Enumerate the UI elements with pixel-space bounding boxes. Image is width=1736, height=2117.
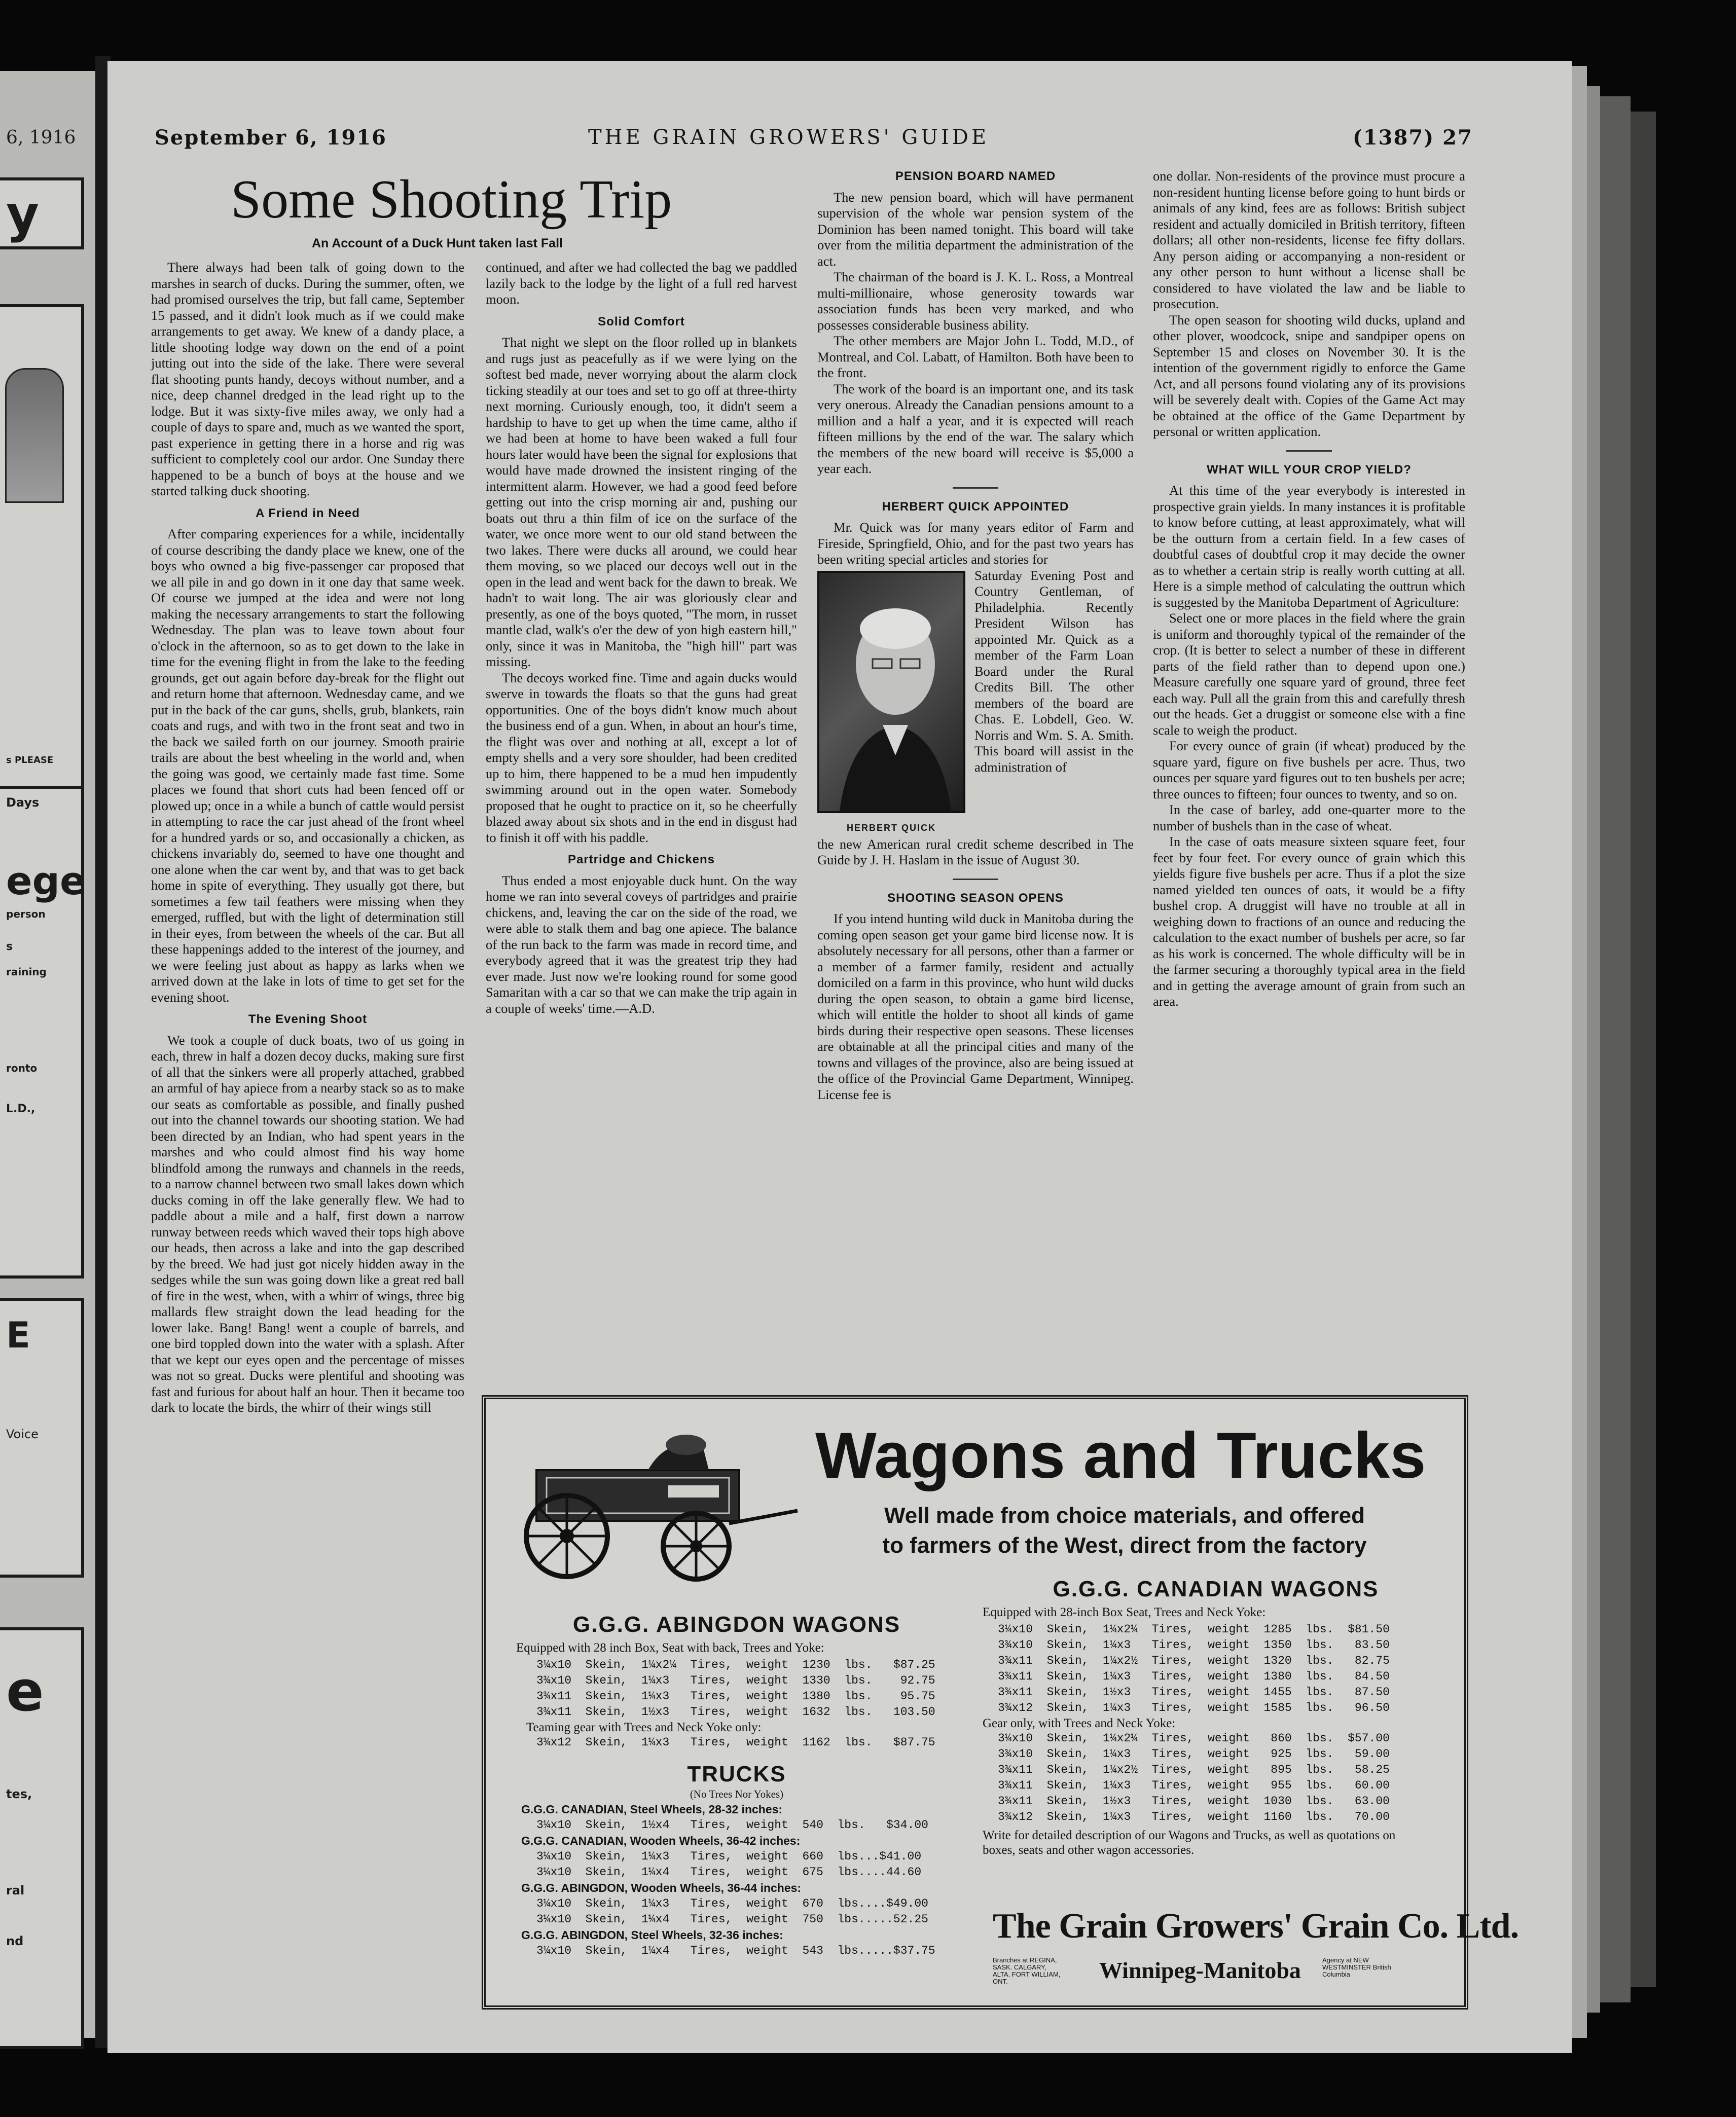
price-row: 3¼x10 Skein, 1¼x2¼ Tires, weight 1285 lbs. $81.50 bbox=[998, 1623, 1390, 1636]
left-page-fragment: nd bbox=[6, 1934, 24, 1948]
page-edge bbox=[1587, 86, 1600, 2013]
left-page-ad-box bbox=[0, 304, 84, 797]
truck-heading: G.G.G. CANADIAN, Wooden Wheels, 36-42 inches: bbox=[521, 1834, 801, 1847]
price-row: 3¼x10 Skein, 1¼x4 Tires, weight 543 lbs.....$37.75 bbox=[536, 1944, 935, 1957]
left-page-fragment: ege bbox=[6, 858, 86, 903]
left-page-ad-box bbox=[0, 1627, 84, 2049]
paragraph: Thus ended a most enjoyable duck hunt. On the way home we ran into several coveys of partridges and prairie chickens, and, leaving the car on the side of the road, we were able to stalk them and bag one apiece. The balance of the run back to the farm was made in record time, and everybody agreed that it was the greatest trip they had ever made. Just now we're looking round for some good Samaritan with a car so that we can make the trip again in a couple of weeks' time.—A.D. bbox=[486, 872, 797, 1016]
company-city: Winnipeg-Manitoba bbox=[1099, 1957, 1301, 1983]
price-row: 3¼x10 Skein, 1¼x2¼ Tires, weight 860 lbs. $57.00 bbox=[998, 1732, 1390, 1745]
page-date: September 6, 1916 bbox=[155, 126, 387, 150]
ad-tagline bbox=[820, 1501, 1429, 1561]
ad-tagline-line: Well made from choice materials, and offered bbox=[884, 1503, 1365, 1528]
paragraph: Mr. Quick was for many years editor of Farm and Fireside, Springfield, Ohio, and for the past two years has been writing special articles and stories for bbox=[817, 520, 1134, 567]
paragraph: That night we slept on the floor rolled up in blankets and rugs just as peacefully as if we were lying on the softest bed made, never worrying about the alarm clock ticking steadily at our toes and set to go off at three-thirty next morning. Curiously enough, too, it didn't seem a hardship to have to get up when the time came, altho if we had been at home to have been waked a full four hours later would have been the signal for explosions that would have made drowned the insistent ringing of the intermittent alarm. However, we had a good feed before getting out into the crisp morning air and, pushing our boats out thru a thin film of ice on the surface of the water, we once more went to our old stand between the two lakes. There were ducks all around, we could hear them moving, so we placed our decoys well out in the open in the lead and went back for the dawn to break. We hadn't to wait long. The air was gloriously clear and presently, as one of the boys quoted, "The morn, in russet mantle clad, walk's o'er the dew of yon high eastern hill," only, since it was in Manitoba, the "high hill" part was missing. bbox=[486, 335, 797, 669]
truck-heading: G.G.G. CANADIAN, Steel Wheels, 28-32 inches: bbox=[521, 1803, 783, 1816]
left-page-date: 6, 1916 bbox=[6, 127, 76, 148]
portrait-caption: HERBERT QUICK bbox=[846, 822, 936, 833]
portrait-image bbox=[819, 573, 963, 811]
left-page-fragment: E bbox=[6, 1315, 30, 1356]
page-edge bbox=[1600, 96, 1631, 2002]
left-page-fragment: y bbox=[6, 185, 40, 244]
section-heading: Solid Comfort bbox=[598, 314, 685, 328]
left-page-ad-box bbox=[0, 786, 84, 1279]
section-heading: The Evening Shoot bbox=[248, 1012, 368, 1026]
paragraph: The chairman of the board is J. K. L. Ross, a Montreal multi-millionaire, whose generosity towards war association funds has been very marked, and who possesses considerable business ability. bbox=[817, 269, 1134, 333]
branches: Branches at REGINA, SASK. CALGARY, ALTA. FORT WILLIAM, ONT. bbox=[993, 1956, 1061, 1985]
company-logo bbox=[993, 1906, 1519, 1992]
left-page-fragment: s bbox=[6, 940, 13, 953]
paragraph: The open season for shooting wild ducks, upland and other plover, woodcock, snipe and sandpiper opens on September 15 and closes on November 30. It is the intention of the government rigidly to enforce the Game Act, and all persons found violating any of its provisions will be severely dealt with. Copies of the Game Act may be obtained at the office of the Game Department by personal or written application. bbox=[1153, 312, 1465, 439]
price-row: 3¾x12 Skein, 1¼x3 Tires, weight 1160 lbs. 70.00 bbox=[998, 1810, 1390, 1823]
price-row: 3¾x12 Skein, 1¼x3 Tires, weight 1162 lbs. $87.75 bbox=[536, 1736, 935, 1749]
paragraph: the new American rural credit scheme described in The Guide by J. H. Haslam in the issue of August 30. bbox=[817, 836, 1134, 867]
paragraph: For every ounce of grain (if wheat) produced by the square yard, figure on five bushels per acre. Thus, two ounces per square yard figures out to ten bushels per acre; three ounces to fifteen; four ounces to twenty, and so on. bbox=[1153, 738, 1465, 801]
left-page-fragment: tes, bbox=[6, 1787, 32, 1801]
section-heading: Partridge and Chickens bbox=[567, 853, 715, 866]
ad-title: Wagons and Trucks bbox=[815, 1419, 1426, 1492]
divider bbox=[1286, 450, 1332, 452]
shooting-column-2 bbox=[486, 260, 797, 1016]
page-number: (1387) 27 bbox=[1353, 126, 1473, 150]
abingdon-note: Equipped with 28 inch Box, Seat with back, Trees and Yoke: bbox=[516, 1641, 824, 1655]
page-edge bbox=[1631, 112, 1656, 1987]
paragraph: continued, and after we had collected the bag we paddled lazily back to the lodge by the light of a full red harvest moon. bbox=[486, 260, 797, 307]
price-row: 3¼x10 Skein, 1¼x4 Tires, weight 750 lbs.....52.25 bbox=[536, 1913, 928, 1926]
left-page-strip bbox=[0, 71, 106, 2038]
left-page-fragment: Voice bbox=[6, 1427, 39, 1441]
paragraph: In the case of barley, add one-quarter more to the number of bushels than in the case of wheat. bbox=[1153, 802, 1465, 833]
gear-note: Teaming gear with Trees and Neck Yoke only: bbox=[526, 1721, 762, 1734]
abingdon-section bbox=[506, 1612, 967, 1959]
paragraph: Saturday Evening Post and Country Gentleman, of Philadelphia. Recently President Wilson has appointed Mr. Quick as a member of the Farm Loan Board under the Rural Credits Bill. The other members of the board are Chas. E. Lobdell, Geo. W. Norris and Wm. S. A. Smith. This board will assist in the administration of bbox=[974, 567, 1134, 775]
price-row: 3¾x11 Skein, 1½x3 Tires, weight 1455 lbs. 87.50 bbox=[998, 1686, 1390, 1699]
herbert-quick-portrait bbox=[817, 571, 965, 813]
price-row: 3¼x10 Skein, 1¼x3 Tires, weight 660 lbs...$41.00 bbox=[536, 1850, 922, 1863]
paragraph: The new pension board, which will have permanent supervision of the whole war pension system of the Dominion has been named tonight. This board will take over from the militia department the administration of the act. bbox=[817, 189, 1134, 269]
shooting-column-1 bbox=[151, 260, 464, 1416]
paragraph: In the case of oats measure sixteen square feet, four feet by four feet. For every ounce of grain which this yields figure five bushels per acre. Thus if a plot the size named yielded ten ounces of oats, it would be a fifty bushel crop. A druggist will have no trouble at all in weighing down to fractions of an ounce and reducing the calculation to the exact number of bushels per acre, so far as his work is concerned. The whole difficulty will be in the farmer securing a thoroughly typical area in the field and in getting the average amount of grain from such an area. bbox=[1153, 834, 1465, 1009]
paragraph: At this time of the year everybody is interested in prospective grain yields. In many instances it is profitable to know before cutting, at least approximately, what will be the outturn from a certain field. In a few cases of doubtful cases of doubtful crop it may decide the owner as to whether a certain strip is really worth cutting at all. Here is a simple method of calculating the outtrun which is suggested by the Manitoba Department of Agriculture: bbox=[1153, 483, 1465, 610]
article-subtitle: An Account of a Duck Hunt taken last Fall bbox=[312, 236, 563, 250]
price-row: 3¾x11 Skein, 1½x3 Tires, weight 1632 lbs. 103.50 bbox=[536, 1705, 935, 1719]
paragraph: The work of the board is an important one, and its task very onerous. Already the Canadian pensions amount to a million and a half a year, and it is expected will reach fifteen millions by the end of the war. The salary which the members of the new board will receive is $5,000 a year each. bbox=[817, 381, 1134, 476]
company-name: The Grain Growers' Grain Co. Ltd. bbox=[993, 1907, 1519, 1946]
price-row: 3¾x11 Skein, 1½x3 Tires, weight 1030 lbs. 63.00 bbox=[998, 1795, 1390, 1808]
section-heading: A Friend in Need bbox=[256, 506, 360, 520]
paragraph: The decoys worked fine. Time and again ducks would swerve in towards the floats so that the guns had great opportunities. One of the boys didn't know much about the business end of a gun. When, in about an hour's time, the flight was over and nothing at all, except a lot of empty shells and a very sore shoulder, had been credited up to him, there happened to be a mud hen impudently swimming around out in the open water. Somebody proposed that he ought to practice on it, so he cheerfully blazed away about six shots and in the end in disgust had to finish it off with his paddle. bbox=[486, 670, 797, 845]
ad-write-note: Write for detailed description of our Wagons and Trucks, as well as quotations on boxes, seats and other wagon accessories. bbox=[983, 1829, 1396, 1857]
paragraph: After comparing experiences for a while, incidentally of course describing the dandy place we knew, one of the boys who owned a big five-passenger car proposed that we all pile in and go down in it one day that same week. Of course we jumped at the idea and were not long making the necessary arrangements to start the following Wednesday. The plan was to leave town about four o'clock in the afternoon, so as to get down to the lake in time for the evening flight in from the lake to the feeding grounds, get out again before day-break for the flight out and return home that afternoon. Wednesday came, and we put in the back of the car guns, shells, grub, blankets, rain coats and rugs, and with two in the front seat and two in the back we sailed forth on our journey. Smooth prairie trails are about the best wheeling in the world and, when the going was good, we certainly made fast time. Some places we found that short cuts had been fenced off or plowed up; once in a while a bunch of cattle would persist in attempting to race the car just ahead of the front wheel for a hundred yards or so, and occasionally a chicken, as chickens invariably do, seemed to have one thought and one alone when the car went by, and that was to get back home in spite of everything. They usually got there, but sometimes a few tail feathers were missing when they emerged, ruffled, but with the light of determination still in their eyes, from between the wheels of the car. But all these happenings added to the interest of the journey, and we were feeling just about as happy as larks when we arrived down at the lake in lots of time to get set for the evening shoot. bbox=[151, 526, 464, 1005]
truck-heading: G.G.G. ABINGDON, Wooden Wheels, 36-44 inches: bbox=[521, 1881, 802, 1894]
news-column-4 bbox=[1153, 168, 1465, 1010]
agency: Agency at NEW WESTMINSTER British Columbia bbox=[1322, 1956, 1391, 1978]
price-row: 3¼x10 Skein, 1¼x4 Tires, weight 675 lbs....44.60 bbox=[536, 1866, 922, 1879]
paragraph: one dollar. Non-residents of the province must procure a non-resident hunting license before going to hunt birds or animals of any kind, fees are as follows: British subject resident and actually domiciled in British territory, fifteen dollars; all other non-residents, license fee fifty dollars. Any person aiding or accompanying a non-resident or any other person to hunt without a license shall be considered to have violated the law and be liable to prosecution. bbox=[1153, 168, 1465, 311]
paragraph: We took a couple of duck boats, two of us going in each, threw in half a dozen decoy ducks, making sure first of all that the sinkers were all properly attached, grabbed an armful of hay apiece from a nearby stack so as to make our seats as comfortable as possible, and finally pushed out into the channel towards our shooting station. We had been directed by an Indian, who had spent years in the marshes and who could almost find his way home blindfold among the runways and channels in the reeds, to a narrow channel between two small lakes down which ducks coming in off the lake generally flew. We had to paddle about a mile and a half, first down a narrow runway between reeds which waved their tops high above our heads, then across a lake and into the gap described by the breed. We had just got nicely hidden away in the sedges while the sun was going down like a great red ball of fire in the west, when, with a whirr of wings, three big mallards flew straight down the lead heading for the lower lake. Bang! Bang! went a couple of barrels, and one bird toppled down into the water with a splash. After that we kept our eyes open and the percentage of misses was not so great. Ducks were plentiful and shooting was fast and furious for about half an hour. Then it became too dark to locate the birds, the whirr of their wings still bbox=[151, 1032, 464, 1415]
price-row: 3¾x11 Skein, 1¼x2½ Tires, weight 1320 lbs. 82.75 bbox=[998, 1654, 1390, 1667]
left-page-illustration bbox=[5, 368, 64, 503]
paragraph: There always had been talk of going down to the marshes in search of ducks. During the summer, often, we had promised ourselves the trip, but fall came, September 15 passed, and it didn't look much as if we could make arrangements to get away. We knew of a dandy place, a little shooting lodge way down on the end of a point jutting out into the side of the lake. There were several flat shooting punts handy, decoys without number, and a nice, deep channel dredged in the lead right up to the lodge. But it was sixty-five miles away, we only had a couple of days to spare and, much as we wanted the sport, past experience in getting there in a horse and rig was sufficient to completely cool our ardor. One Sunday there happened to be a bunch of boys at the house and we started talking duck shooting. bbox=[151, 260, 464, 498]
ad-tagline-line: to farmers of the West, direct from the factory bbox=[882, 1533, 1367, 1558]
price-row: 3¾x11 Skein, 1¼x3 Tires, weight 1380 lbs. 95.75 bbox=[536, 1690, 935, 1703]
canadian-section bbox=[983, 1577, 1449, 1857]
abingdon-title: G.G.G. ABINGDON WAGONS bbox=[572, 1612, 901, 1637]
wagon-illustration bbox=[516, 1414, 800, 1582]
price-row: 3¾x11 Skein, 1¼x2½ Tires, weight 895 lbs. 58.25 bbox=[998, 1763, 1390, 1776]
left-page-fragment: person bbox=[6, 908, 46, 920]
canadian-note: Equipped with 28-inch Box Seat, Trees and Neck Yoke: bbox=[983, 1605, 1266, 1619]
left-page-ad-box bbox=[0, 1298, 84, 1578]
canadian-title: G.G.G. CANADIAN WAGONS bbox=[1053, 1577, 1379, 1601]
truck-heading: G.G.G. ABINGDON, Steel Wheels, 32-36 inches: bbox=[521, 1928, 783, 1942]
left-page-box bbox=[0, 177, 84, 249]
price-row: 3¾x12 Skein, 1¼x3 Tires, weight 1585 lbs. 96.50 bbox=[998, 1701, 1390, 1714]
paragraph: Select one or more places in the field where the grain is uniform and thoroughly typical of the remainder of the crop. (It is better to select a number of these in different parts of the field rather than to depend upon one.) Measure carefully one square yard of ground, three feet each way. Pull all the grain from this and carefully thresh out the heads. Get a druggist or someone else with a fine scale to weigh the product. bbox=[1153, 610, 1465, 738]
paragraph: The other members are Major John L. Todd, M.D., of Montreal, and Col. Labatt, of Hamilton. Both have been to the front. bbox=[817, 333, 1134, 380]
left-page-fragment: Days bbox=[6, 795, 40, 810]
trucks-title: TRUCKS bbox=[687, 1762, 786, 1786]
price-row: 3¼x10 Skein, 1½x4 Tires, weight 540 lbs. $34.00 bbox=[536, 1818, 928, 1832]
price-row: 3¾x10 Skein, 1¼x3 Tires, weight 1350 lbs. 83.50 bbox=[998, 1638, 1390, 1652]
masthead: THE GRAIN GROWERS' GUIDE bbox=[588, 126, 990, 149]
wagons-advertisement bbox=[482, 1395, 1519, 2010]
price-row: 3¾x11 Skein, 1¼x3 Tires, weight 1380 lbs. 84.50 bbox=[998, 1670, 1390, 1683]
paragraph: If you intend hunting wild duck in Manitoba during the coming open season get your game bird license now. It is absolutely necessary for all persons, other than a farmer or a member of a farmer family, resident and actually domiciled on a farm in this province, who hunt wild ducks during the open season, to obtain a game bird license, which will entitle the holder to shoot all kinds of game birds during their respective open seasons. These licenses are obtainable at all the principal cities and many of the towns and villages of the province, also are being issued at the office of the Provincial Game Department, Winnipeg. License fee is bbox=[817, 911, 1134, 1102]
left-page-fragment: L.D., bbox=[6, 1103, 35, 1115]
left-page-fragment: s PLEASE bbox=[6, 755, 54, 765]
news-column-3 bbox=[817, 168, 1134, 1103]
left-page-fragment: ral bbox=[6, 1883, 25, 1897]
left-page-fragment: raining bbox=[6, 966, 47, 978]
portrait-figure bbox=[817, 571, 965, 833]
article-title: Some Shooting Trip bbox=[231, 169, 672, 230]
price-row: 3¾x10 Skein, 1¼x3 Tires, weight 925 lbs. 59.00 bbox=[998, 1747, 1390, 1761]
divider bbox=[953, 487, 998, 489]
left-page-fragment: e bbox=[6, 1659, 44, 1724]
price-row: 3¾x11 Skein, 1¼x3 Tires, weight 955 lbs. 60.00 bbox=[998, 1779, 1390, 1792]
left-page-fragment: ronto bbox=[6, 1062, 38, 1074]
section-heading: HERBERT QUICK APPOINTED bbox=[882, 499, 1069, 514]
divider bbox=[953, 879, 998, 880]
gear-note: Gear only, with Trees and Neck Yoke: bbox=[983, 1717, 1176, 1730]
price-row: 3¼x10 Skein, 1¼x3 Tires, weight 670 lbs....$49.00 bbox=[536, 1897, 928, 1910]
section-heading: SHOOTING SEASON OPENS bbox=[887, 891, 1064, 905]
section-heading: WHAT WILL YOUR CROP YIELD? bbox=[1207, 462, 1412, 477]
price-row: 3¾x10 Skein, 1¼x3 Tires, weight 1330 lbs. 92.75 bbox=[536, 1674, 935, 1687]
price-row: 3¼x10 Skein, 1¼x2¼ Tires, weight 1230 lbs. $87.25 bbox=[536, 1658, 935, 1671]
trucks-note: (No Trees Nor Yokes) bbox=[690, 1788, 784, 1800]
section-heading: PENSION BOARD NAMED bbox=[895, 169, 1056, 183]
